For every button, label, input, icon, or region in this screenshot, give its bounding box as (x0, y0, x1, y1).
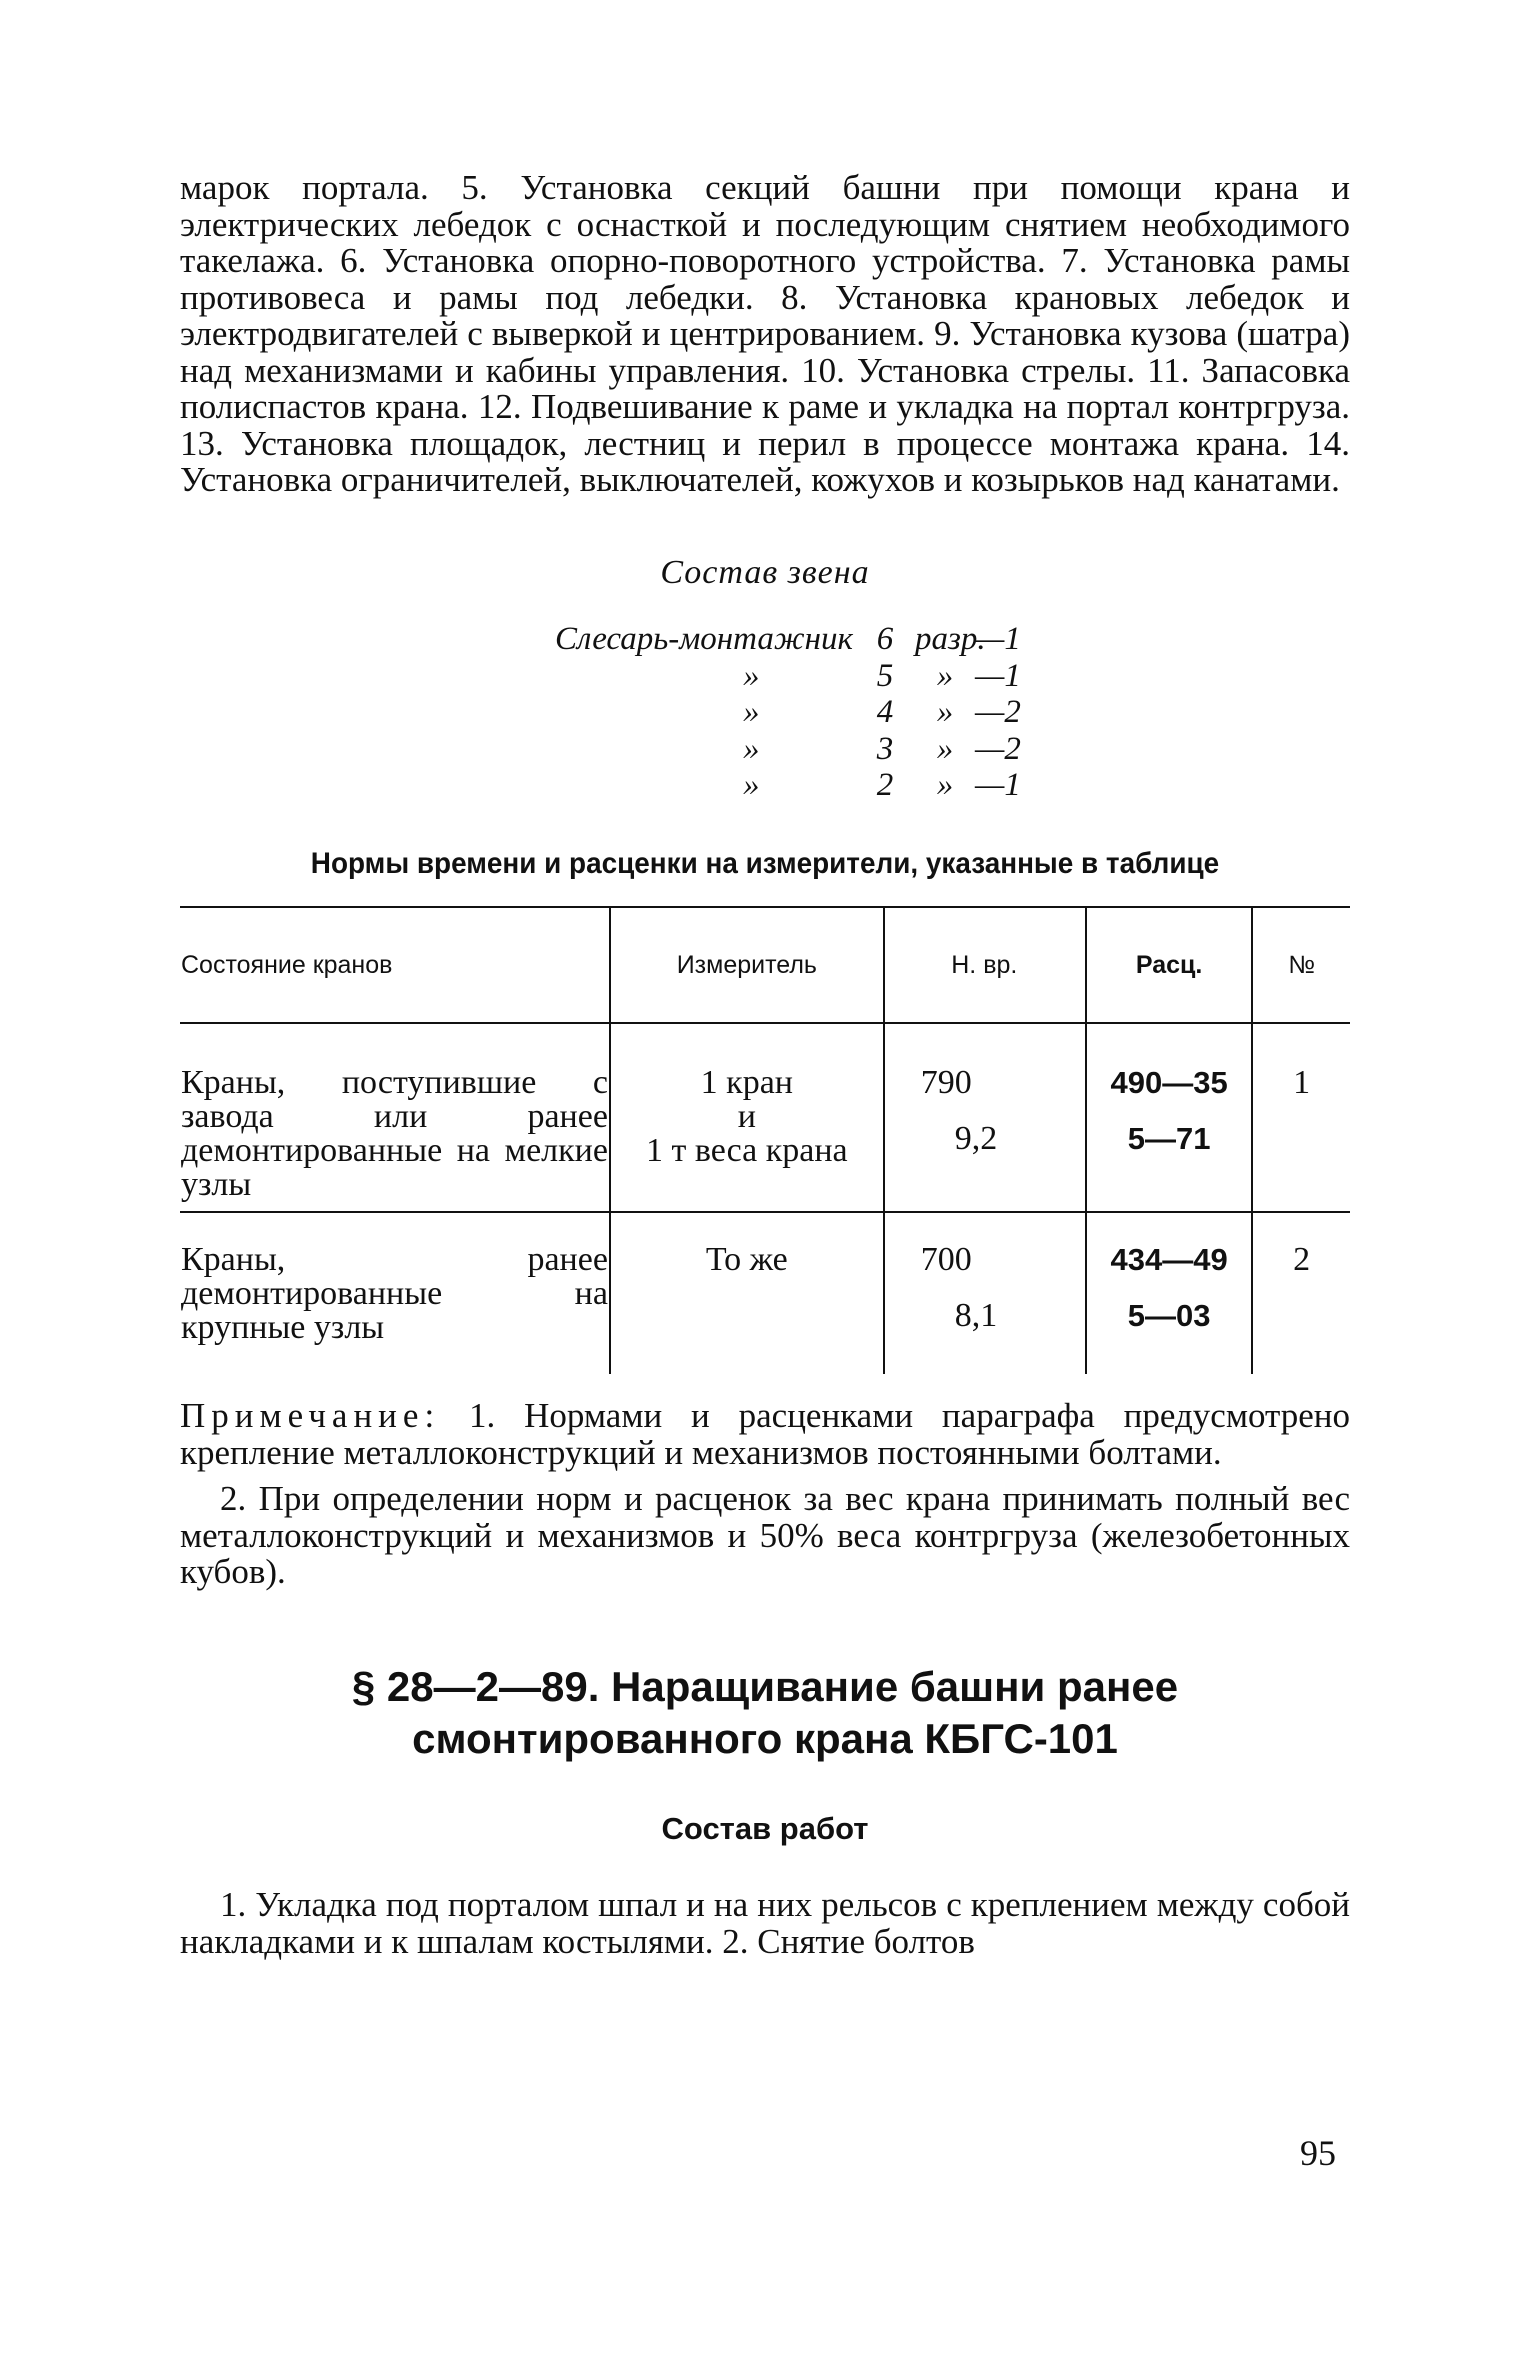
crew-count: —1 (975, 621, 1021, 657)
norms-table (180, 906, 1350, 1374)
crew-grade: 4 (876, 694, 894, 730)
crew-name: » (743, 730, 760, 767)
crew-row (555, 658, 1115, 695)
note-1-text: 1. Нормами и расценками параграфа предусмотрено крепление металлоконструкций и механизмов постоянными болтами. (180, 1396, 1351, 1472)
header-number: № (1252, 907, 1350, 1023)
crew-unit: разр. (915, 621, 986, 657)
crew-name: » (743, 694, 760, 730)
works-paragraph: 1. Укладка под порталом шпал и на них рельсов с креплением между собой накладками и к шпалам костылями. 2. Снятие болтов (180, 1885, 1350, 1961)
crew-unit: » (936, 694, 954, 730)
crew-grade: 6 (876, 621, 894, 657)
section-title (180, 1661, 1350, 1765)
norms-title: Нормы времени и расценки на измерители, указанные в таблице (310, 846, 1220, 880)
crew-unit: » (936, 730, 954, 767)
price-value: 434—49 (1110, 1242, 1228, 1277)
norm-value: 790 (920, 1064, 972, 1101)
crew-name: » (743, 767, 760, 803)
cell-norm (884, 1212, 1086, 1374)
crew-name: Слесарь-монтажник (555, 621, 853, 657)
table-row (180, 1212, 1350, 1374)
crew-grade: 5 (876, 657, 894, 694)
section-title-line: § 28—2—89. Наращивание башни ранее (351, 1662, 1179, 1710)
crew-count: —2 (975, 694, 1021, 730)
price-value: 490—35 (1110, 1065, 1228, 1100)
table-row (180, 1023, 1350, 1212)
crew-count: —1 (975, 767, 1021, 803)
crew-row (555, 767, 1115, 804)
crew-grade: 2 (876, 767, 894, 803)
notes (180, 1398, 1350, 1591)
section-title-line: смонтированного крана КБГС-101 (412, 1714, 1118, 1762)
cell-number: 2 (1252, 1212, 1350, 1374)
note-1 (180, 1398, 1350, 1471)
cell-norm (884, 1023, 1086, 1212)
cell-number: 1 (1252, 1023, 1350, 1212)
header-norm: Н. вр. (884, 907, 1086, 1023)
header-price: Расц. (1086, 907, 1252, 1023)
cell-price (1086, 1023, 1252, 1212)
table-header-row (180, 907, 1350, 1023)
intro-paragraph: марок портала. 5. Установка секций башни при помощи крана и электрических лебедок с оснасткой и последующим снятием необходимого такелажа. 6. Установка опорно-поворотного устройства. 7. Установка рамы противовеса и рамы под лебедки. 8. Установка крановых лебедок и электродвигателей с выверкой и центрированием. 9. Установка кузова (шатра) над механизмами и кабины управления. 10. Установка стрелы. 11. Запасовка полиспастов крана. 12. Подвешивание к раме и укладка на портал контргруза. 13. Установка площадок, лестниц и перил в процессе монтажа крана. 14. Установка ограничителей, выключателей, кожухов и козырьков над канатами. (180, 168, 1350, 499)
crew-name: » (743, 657, 760, 694)
crew-title: Состав звена (660, 553, 870, 591)
page-content (180, 170, 1350, 1960)
price-value: 5—71 (1127, 1121, 1211, 1156)
cell-measure (610, 1023, 884, 1212)
cell-measure (610, 1212, 884, 1374)
norm-value: 8,1 (954, 1297, 998, 1334)
measure-line: 1 т веса крана (646, 1132, 848, 1169)
cell-state: Краны, поступившие с завода или ранее демонтированные на мелкие узлы (180, 1023, 610, 1212)
measure-line: и (737, 1098, 756, 1135)
measure-line: 1 кран (700, 1064, 793, 1101)
crew-row (555, 694, 1115, 731)
crew-count: —1 (975, 657, 1021, 694)
note-2: 2. При определении норм и расценок за вес крана принимать полный вес металлоконструкций и механизмов и 50% веса контргруза (железобетонных кубов). (180, 1479, 1350, 1591)
crew-grade: 3 (876, 730, 894, 767)
norm-value: 9,2 (954, 1120, 998, 1157)
page-number: 95 (1300, 2133, 1336, 2173)
crew-unit: » (936, 767, 954, 803)
crew-row (555, 621, 1115, 658)
crew-list (555, 621, 1115, 804)
works-title: Состав работ (661, 1810, 869, 1846)
measure-line: То же (705, 1241, 788, 1278)
price-value: 5—03 (1127, 1298, 1211, 1333)
header-state: Состояние кранов (180, 907, 610, 1023)
crew-count: —2 (975, 730, 1021, 767)
cell-state: Краны, ранее демонтированные на крупные узлы (181, 1241, 608, 1346)
crew-unit: » (936, 657, 954, 694)
cell-price (1086, 1212, 1252, 1374)
crew-row (555, 731, 1115, 768)
norm-value: 700 (920, 1241, 972, 1278)
header-measure: Измеритель (610, 907, 884, 1023)
note-label: Примечание: (180, 1396, 441, 1435)
